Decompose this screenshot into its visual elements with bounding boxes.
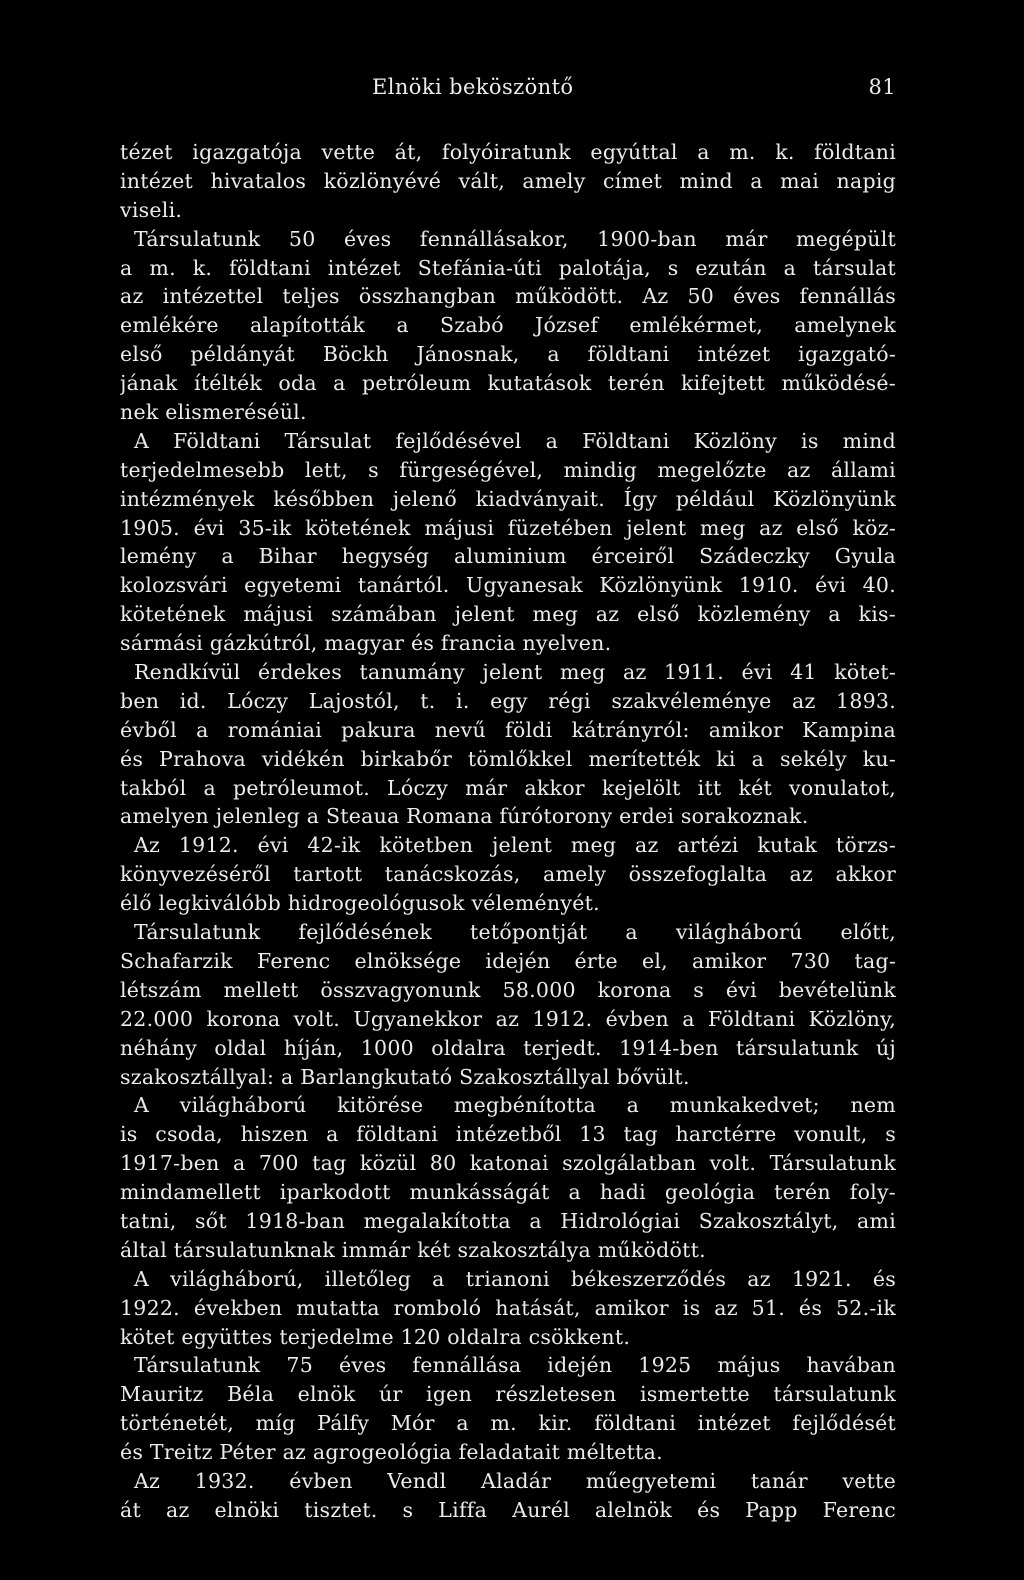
text-line: Társulatunk 50 éves fennállásakor, 1900-ban már megépült bbox=[134, 226, 896, 251]
text-line: élő legkiválóbb hidrogeológusok véleményét. bbox=[120, 891, 600, 916]
text-line: lemény a Bihar hegység aluminium érceiről Szádeczky Gyula bbox=[120, 544, 896, 569]
text-line: intézmények későbben jelenő kiadványait. Így például Közlönyünk bbox=[120, 486, 896, 511]
text-line: terjedelmesebb lett, s fürgeségével, mindig megelőzte az állami bbox=[120, 457, 896, 482]
text-line: kötet együttes terjedelme 120 oldalra csökkent. bbox=[120, 1324, 631, 1349]
text-line: sármási gázkútról, magyar és francia nyelven. bbox=[120, 631, 612, 656]
text-line: Schafarzik Ferenc elnöksége idején érte el, amikor 730 tag- bbox=[120, 948, 896, 973]
text-line: nek elismeréséül. bbox=[120, 400, 307, 425]
text-line: tatni, sőt 1918-ban megalakította a Hidrológiai Szakosztályt, ami bbox=[120, 1208, 896, 1233]
text-line: a m. k. földtani intézet Stefánia-úti palotája, s ezután a társulat bbox=[120, 255, 896, 280]
text-line: és Prahova vidékén birkabőr tömlőkkel merítették ki a sekély ku- bbox=[120, 746, 896, 771]
text-line: intézet hivatalos közlönyévé vált, amely címet mind a mai napig bbox=[120, 168, 896, 193]
text-line: Mauritz Béla elnök úr igen részletesen ismertette társulatunk bbox=[120, 1382, 896, 1407]
page-number: 81 bbox=[868, 75, 896, 99]
text-line: néhány oldal híján, 1000 oldalra terjedt. 1914-ben társulatunk új bbox=[120, 1035, 896, 1060]
text-line: viseli. bbox=[120, 197, 183, 222]
text-line: Rendkívül érdekes tanumány jelent meg az 1911. évi 41 kötet- bbox=[134, 660, 896, 685]
running-title: Elnöki beköszöntő bbox=[372, 75, 574, 99]
text-line: szakosztállyal: a Barlangkutató Szakosztállyal bővült. bbox=[120, 1064, 690, 1089]
text-line: Az 1912. évi 42-ik kötetben jelent meg az artézi kutak törzs- bbox=[134, 833, 896, 858]
text-line: 1922. években mutatta romboló hatását, amikor is az 51. és 52.-ik bbox=[120, 1295, 896, 1320]
page-header bbox=[360, 75, 896, 109]
text-line: első példányát Böckh Jánosnak, a földtani intézet igazgató- bbox=[120, 342, 896, 367]
text-line: tézet igazgatója vette át, folyóiratunk egyúttal a m. k. földtani bbox=[120, 140, 896, 164]
text-line: jának ítélték oda a petróleum kutatások terén kifejtett működésé- bbox=[120, 371, 896, 396]
text-line: kolozsvári egyetemi tanártól. Ugyanesak Közlönyünk 1910. évi 40. bbox=[120, 573, 896, 598]
text-line: A Földtani Társulat fejlődésével a Földtani Közlöny is mind bbox=[134, 428, 896, 453]
text-line: át az elnöki tisztet. s Liffa Aurél alelnök és Papp Ferenc bbox=[120, 1497, 896, 1522]
text-line: történetét, míg Pálfy Mór a m. kir. földtani intézet fejlődését bbox=[120, 1411, 896, 1436]
text-line: 22.000 korona volt. Ugyanekkor az 1912. évben a Földtani Közlöny, bbox=[120, 1006, 896, 1031]
text-line: kötetének májusi számában jelent meg az első közlemény a kis- bbox=[120, 602, 896, 627]
text-line: által társulatunknak immár két szakosztálya működött. bbox=[120, 1237, 706, 1262]
text-line: mindamellett iparkodott munkásságát a hadi geológia terén foly- bbox=[120, 1180, 896, 1205]
text-line: A világháború, illetőleg a trianoni békeszerződés az 1921. és bbox=[134, 1266, 896, 1291]
body-text bbox=[120, 138, 896, 1525]
text-line: Társulatunk 75 éves fennállása idején 1925 május havában bbox=[134, 1353, 896, 1378]
text-line: 1905. évi 35-ik kötetének májusi füzetében jelent meg az első köz- bbox=[120, 515, 896, 540]
text-line: évből a romániai pakura nevű földi kátrányról: amikor Kampina bbox=[120, 717, 896, 742]
text-line: A világháború kitörése megbénította a munkakedvet; nem bbox=[134, 1093, 896, 1118]
text-line: 1917-ben a 700 tag közül 80 katonai szolgálatban volt. Társulatunk bbox=[120, 1151, 896, 1176]
text-line: létszám mellett összvagyonunk 58.000 korona s évi bevételünk bbox=[120, 977, 896, 1002]
text-line: az intézettel teljes összhangban működött. Az 50 éves fennállás bbox=[120, 284, 896, 309]
text-line: könyvezéséről tartott tanácskozás, amely összefoglalta az akkor bbox=[120, 862, 896, 887]
text-line: amelyen jelenleg a Steaua Romana fúrótorony erdei sorakoznak. bbox=[120, 804, 809, 829]
text-line: ben id. Lóczy Lajostól, t. i. egy régi szakvéleménye az 1893. bbox=[120, 688, 896, 713]
text-line: Az 1932. évben Vendl Aladár műegyetemi tanár vette bbox=[134, 1468, 896, 1493]
text-line: Társulatunk fejlődésének tetőpontját a világháború előtt, bbox=[134, 920, 896, 945]
text-line: emlékére alapították a Szabó József emlékérmet, amelynek bbox=[120, 313, 896, 338]
text-line: takból a petróleumot. Lóczy már akkor kejelölt itt két vonulatot, bbox=[120, 775, 896, 800]
text-line: is csoda, hiszen a földtani intézetből 13 tag harctérre vonult, s bbox=[120, 1122, 896, 1147]
text-line: és Treitz Péter az agrogeológia feladatait méltetta. bbox=[120, 1440, 663, 1465]
